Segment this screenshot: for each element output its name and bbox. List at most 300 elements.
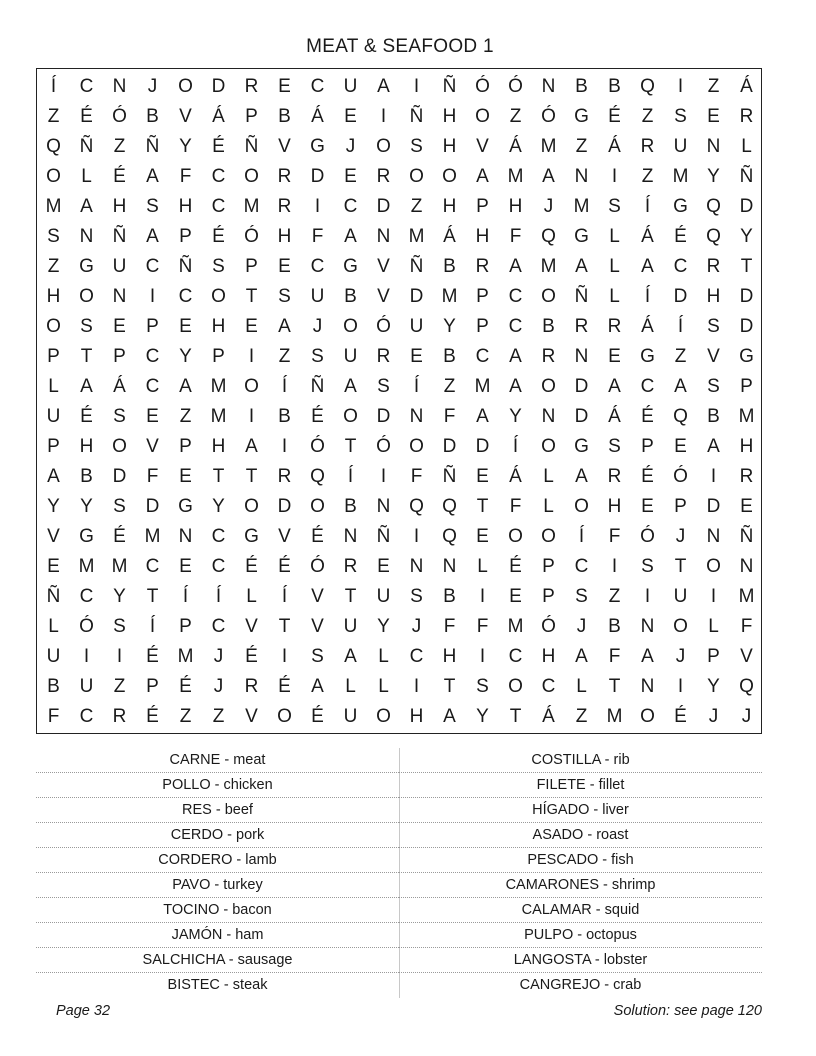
word-list-item: SALCHICHA - sausage — [36, 948, 399, 973]
grid-letter: R — [706, 256, 721, 277]
grid-letter: Ñ — [79, 136, 94, 157]
grid-letter: L — [345, 676, 356, 697]
grid-letter: M — [474, 376, 491, 397]
grid-letter: O — [343, 406, 358, 427]
grid-letter: A — [542, 166, 555, 187]
grid-letter: M — [738, 586, 755, 607]
grid-letter: Q — [310, 466, 325, 487]
grid-letter: N — [376, 496, 391, 517]
word-list-item: PULPO - octopus — [399, 923, 762, 948]
grid-letter: R — [343, 556, 358, 577]
grid-row — [37, 192, 761, 222]
grid-letter: D — [706, 496, 721, 517]
grid-letter: G — [244, 526, 259, 547]
grid-letter: Ó — [640, 526, 655, 547]
grid-letter: V — [311, 616, 324, 637]
grid-letter: A — [344, 226, 357, 247]
puzzle-title: MEAT & SEAFOOD 1 — [306, 36, 494, 57]
grid-letter: H — [178, 196, 193, 217]
grid-letter: R — [739, 466, 754, 487]
grid-letter: C — [79, 706, 94, 727]
word-list-item: CALAMAR - squid — [399, 898, 762, 923]
grid-letter: Q — [706, 226, 721, 247]
grid-letter: H — [46, 286, 61, 307]
grid-letter: Ñ — [739, 526, 754, 547]
grid-letter: M — [210, 376, 227, 397]
grid-letter: S — [113, 496, 126, 517]
grid-letter: H — [442, 196, 457, 217]
grid-letter: S — [641, 556, 654, 577]
grid-letter: É — [641, 406, 654, 427]
grid-letter: D — [739, 196, 754, 217]
grid-letter: Ñ — [739, 166, 754, 187]
grid-letter: M — [738, 406, 755, 427]
grid-letter: Y — [377, 616, 390, 637]
grid-letter: P — [113, 346, 126, 367]
word-list-item: BISTEC - steak — [167, 977, 268, 993]
grid-letter: S — [608, 196, 621, 217]
grid-letter: Q — [409, 496, 424, 517]
grid-letter: L — [48, 616, 59, 637]
grid-letter: M — [672, 166, 689, 187]
grid-letter: N — [343, 526, 358, 547]
grid-letter: G — [79, 526, 94, 547]
grid-letter: O — [409, 166, 424, 187]
grid-letter: M — [606, 706, 623, 727]
grid-letter: É — [674, 706, 687, 727]
grid-letter: M — [210, 406, 227, 427]
grid-letter: R — [475, 256, 490, 277]
grid-letter: Ñ — [112, 226, 127, 247]
grid-letter: H — [409, 706, 424, 727]
grid-letter: Ñ — [442, 466, 457, 487]
grid-letter: R — [574, 316, 589, 337]
grid-letter: O — [46, 316, 61, 337]
grid-letter: J — [411, 616, 422, 637]
grid-letter: E — [344, 166, 357, 187]
grid-letter: P — [740, 376, 753, 397]
grid-letter: Á — [608, 406, 621, 427]
grid-letter: I — [413, 76, 420, 97]
grid-letter: P — [179, 226, 192, 247]
grid-letter: Á — [509, 466, 522, 487]
grid-letter: O — [706, 556, 721, 577]
grid-letter: Á — [641, 316, 654, 337]
grid-letter: M — [573, 196, 590, 217]
grid-row — [37, 372, 761, 402]
grid-letter: D — [409, 286, 424, 307]
grid-letter: A — [245, 436, 258, 457]
grid-letter: B — [608, 76, 621, 97]
grid-letter: E — [377, 556, 390, 577]
grid-letter: É — [641, 466, 654, 487]
grid-letter: I — [413, 676, 420, 697]
grid-letter: O — [541, 376, 556, 397]
grid-letter: É — [80, 406, 93, 427]
grid-letter: Í — [347, 466, 354, 487]
word-list-item: PAVO - turkey — [36, 873, 399, 898]
grid-letter: A — [509, 346, 522, 367]
grid-letter: Á — [509, 136, 522, 157]
grid-letter: L — [48, 376, 59, 397]
grid-letter: O — [277, 706, 292, 727]
grid-letter: O — [541, 526, 556, 547]
grid-letter: A — [80, 196, 93, 217]
grid-letter: C — [475, 346, 490, 367]
grid-letter: Q — [442, 496, 457, 517]
grid-letter: C — [508, 316, 523, 337]
grid-letter: C — [508, 646, 523, 667]
grid-letter: U — [673, 586, 688, 607]
grid-letter: L — [708, 616, 719, 637]
grid-letter: Q — [706, 196, 721, 217]
grid-letter: É — [311, 406, 324, 427]
grid-letter: Ó — [79, 616, 94, 637]
grid-letter: P — [476, 286, 489, 307]
grid-letter: B — [47, 676, 60, 697]
grid-letter: I — [380, 106, 387, 127]
word-list-item: CERDO - pork — [36, 823, 399, 848]
grid-letter: Ó — [244, 226, 259, 247]
grid-letter: É — [608, 106, 621, 127]
grid-letter: T — [674, 556, 687, 577]
grid-letter: Z — [113, 136, 126, 157]
grid-letter: É — [311, 526, 324, 547]
grid-letter: E — [179, 316, 192, 337]
grid-letter: E — [674, 436, 687, 457]
grid-letter: É — [80, 106, 93, 127]
grid-letter: H — [442, 646, 457, 667]
grid-letter: S — [674, 106, 687, 127]
grid-letter: P — [542, 556, 555, 577]
grid-letter: I — [479, 646, 486, 667]
grid-letter: O — [673, 616, 688, 637]
grid-letter: G — [343, 256, 358, 277]
grid-letter: Í — [281, 376, 288, 397]
grid-letter: V — [377, 256, 390, 277]
grid-letter: F — [146, 466, 159, 487]
grid-letter: Z — [575, 706, 588, 727]
grid-letter: I — [677, 676, 684, 697]
grid-letter: Á — [542, 706, 555, 727]
grid-letter: A — [674, 376, 687, 397]
grid-letter: A — [179, 376, 192, 397]
grid-letter: S — [410, 136, 423, 157]
grid-letter: É — [212, 136, 225, 157]
grid-letter: Z — [608, 586, 621, 607]
grid-row — [37, 72, 761, 102]
grid-letter: R — [277, 196, 292, 217]
grid-letter: Ñ — [145, 136, 160, 157]
grid-letter: H — [211, 316, 226, 337]
grid-letter: R — [244, 676, 259, 697]
grid-letter: N — [640, 676, 655, 697]
grid-letter: Q — [640, 76, 655, 97]
grid-letter: V — [179, 106, 192, 127]
grid-letter: L — [378, 646, 389, 667]
grid-letter: O — [376, 706, 391, 727]
grid-letter: Í — [182, 586, 189, 607]
grid-letter: A — [509, 376, 522, 397]
grid-letter: I — [710, 586, 717, 607]
grid-letter: I — [479, 586, 486, 607]
grid-letter: O — [244, 166, 259, 187]
grid-letter: E — [641, 496, 654, 517]
grid-letter: H — [442, 106, 457, 127]
grid-letter: R — [112, 706, 127, 727]
grid-letter: S — [113, 616, 126, 637]
grid-letter: N — [112, 76, 127, 97]
grid-letter: Í — [644, 196, 651, 217]
grid-letter: V — [740, 646, 753, 667]
grid-letter: G — [574, 106, 589, 127]
grid-letter: S — [212, 256, 225, 277]
grid-row — [37, 432, 761, 462]
grid-letter: J — [543, 196, 554, 217]
grid-letter: Ñ — [442, 76, 457, 97]
grid-letter: C — [79, 76, 94, 97]
grid-row — [37, 612, 761, 642]
grid-letter: B — [146, 106, 159, 127]
grid-letter: T — [245, 286, 258, 307]
grid-letter: M — [540, 256, 557, 277]
grid-letter: O — [244, 496, 259, 517]
grid-letter: Á — [740, 76, 753, 97]
grid-letter: C — [145, 256, 160, 277]
grid-letter: B — [443, 586, 456, 607]
grid-row — [37, 162, 761, 192]
grid-letter: I — [677, 76, 684, 97]
grid-letter: A — [344, 646, 357, 667]
grid-letter: Y — [476, 706, 489, 727]
grid-letter: I — [248, 346, 255, 367]
grid-letter: U — [343, 76, 358, 97]
grid-letter: D — [211, 76, 226, 97]
grid-letter: D — [673, 286, 688, 307]
grid-letter: C — [343, 196, 358, 217]
grid-letter: C — [211, 526, 226, 547]
grid-letter: J — [213, 676, 224, 697]
grid-letter: G — [574, 226, 589, 247]
grid-letter: Q — [442, 526, 457, 547]
grid-letter: G — [673, 196, 688, 217]
grid-letter: D — [145, 496, 160, 517]
grid-letter: P — [476, 196, 489, 217]
grid-letter: O — [541, 436, 556, 457]
grid-letter: B — [542, 316, 555, 337]
grid-letter: L — [378, 676, 389, 697]
grid-letter: S — [575, 586, 588, 607]
grid-letter: E — [47, 556, 60, 577]
grid-letter: C — [145, 346, 160, 367]
grid-letter: C — [673, 256, 688, 277]
grid-letter: B — [575, 76, 588, 97]
grid-letter: T — [344, 586, 357, 607]
grid-row — [37, 702, 761, 732]
grid-letter: Y — [113, 586, 126, 607]
grid-letter: B — [608, 616, 621, 637]
grid-letter: F — [608, 526, 621, 547]
grid-letter: Y — [179, 346, 192, 367]
word-list-item: LANGOSTA - lobster — [399, 948, 762, 973]
grid-letter: H — [739, 436, 754, 457]
grid-letter: Á — [212, 106, 225, 127]
grid-letter: Í — [512, 436, 519, 457]
grid-letter: D — [442, 436, 457, 457]
grid-letter: B — [707, 406, 720, 427]
grid-row — [37, 582, 761, 612]
grid-letter: S — [608, 436, 621, 457]
grid-letter: S — [113, 406, 126, 427]
grid-letter: I — [413, 526, 420, 547]
grid-letter: H — [706, 286, 721, 307]
grid-letter: Ó — [508, 76, 523, 97]
grid-letter: F — [443, 616, 456, 637]
grid-letter: H — [112, 196, 127, 217]
grid-letter: Q — [673, 406, 688, 427]
grid-letter: A — [146, 226, 159, 247]
grid-letter: D — [376, 196, 391, 217]
grid-letter: Í — [677, 316, 684, 337]
grid-letter: O — [112, 436, 127, 457]
grid-letter: N — [541, 406, 556, 427]
grid-letter: N — [409, 556, 424, 577]
grid-letter: E — [476, 526, 489, 547]
grid-letter: N — [541, 76, 556, 97]
grid-letter: S — [278, 286, 291, 307]
grid-letter: T — [146, 586, 159, 607]
grid-letter: Z — [47, 106, 60, 127]
grid-letter: S — [410, 586, 423, 607]
grid-letter: A — [575, 646, 588, 667]
grid-letter: I — [380, 466, 387, 487]
grid-letter: J — [312, 316, 323, 337]
grid-letter: N — [640, 616, 655, 637]
grid-letter: T — [476, 496, 489, 517]
grid-letter: F — [443, 406, 456, 427]
grid-letter: Ó — [475, 76, 490, 97]
grid-letter: É — [245, 556, 258, 577]
grid-letter: U — [310, 286, 325, 307]
grid-row — [37, 642, 761, 672]
grid-letter: P — [674, 496, 687, 517]
grid-letter: P — [245, 106, 258, 127]
grid-letter: Ñ — [574, 286, 589, 307]
grid-letter: V — [146, 436, 159, 457]
grid-row — [37, 132, 761, 162]
grid-letter: A — [311, 676, 324, 697]
grid-letter: C — [574, 556, 589, 577]
grid-letter: F — [740, 616, 753, 637]
grid-letter: D — [376, 406, 391, 427]
grid-letter: U — [673, 136, 688, 157]
grid-letter: Ñ — [178, 256, 193, 277]
grid-letter: A — [278, 316, 291, 337]
grid-letter: Q — [541, 226, 556, 247]
grid-letter: R — [640, 136, 655, 157]
grid-letter: M — [177, 646, 194, 667]
grid-letter: A — [641, 256, 654, 277]
grid-letter: Í — [149, 616, 156, 637]
grid-letter: Y — [80, 496, 93, 517]
grid-letter: P — [179, 616, 192, 637]
grid-letter: É — [311, 706, 324, 727]
grid-letter: Z — [509, 106, 522, 127]
grid-letter: Á — [641, 226, 654, 247]
grid-letter: Z — [641, 106, 654, 127]
grid-letter: Y — [212, 496, 225, 517]
page-number: Page 32 — [56, 1003, 111, 1019]
grid-letter: P — [47, 436, 60, 457]
grid-letter: Y — [509, 406, 522, 427]
grid-letter: I — [281, 436, 288, 457]
grid-letter: H — [277, 226, 292, 247]
grid-letter: Q — [46, 136, 61, 157]
grid-letter: É — [278, 556, 291, 577]
grid-row — [37, 282, 761, 312]
grid-letter: R — [376, 346, 391, 367]
grid-letter: É — [245, 646, 258, 667]
grid-letter: I — [149, 286, 156, 307]
grid-letter: F — [608, 646, 621, 667]
grid-letter: O — [640, 706, 655, 727]
grid-letter: Á — [113, 376, 126, 397]
grid-letter: D — [475, 436, 490, 457]
grid-letter: U — [79, 676, 94, 697]
grid-letter: C — [640, 376, 655, 397]
grid-letter: J — [345, 136, 356, 157]
grid-letter: L — [81, 166, 92, 187]
grid-row — [37, 672, 761, 702]
grid-letter: O — [541, 286, 556, 307]
word-list-item: CORDERO - lamb — [36, 848, 399, 873]
grid-letter: Y — [707, 166, 720, 187]
grid-letter: Ñ — [46, 586, 61, 607]
grid-letter: S — [146, 196, 159, 217]
grid-letter: É — [113, 166, 126, 187]
grid-letter: C — [541, 676, 556, 697]
grid-letter: O — [376, 136, 391, 157]
grid-letter: P — [146, 316, 159, 337]
grid-letter: M — [540, 136, 557, 157]
grid-letter: C — [508, 286, 523, 307]
grid-row — [37, 252, 761, 282]
grid-letter: É — [146, 646, 159, 667]
grid-letter: U — [376, 586, 391, 607]
grid-letter: J — [741, 706, 752, 727]
grid-letter: D — [277, 496, 292, 517]
grid-letter: O — [244, 376, 259, 397]
grid-letter: R — [244, 76, 259, 97]
grid-letter: A — [509, 256, 522, 277]
grid-letter: Í — [644, 286, 651, 307]
grid-letter: L — [543, 496, 554, 517]
grid-letter: N — [409, 406, 424, 427]
word-list-item: CARNE - meat — [36, 748, 399, 773]
grid-letter: S — [377, 376, 390, 397]
grid-letter: Z — [575, 136, 588, 157]
grid-letter: D — [739, 316, 754, 337]
grid-letter: M — [111, 556, 128, 577]
grid-letter: L — [477, 556, 488, 577]
grid-letter: N — [574, 166, 589, 187]
grid-letter: F — [47, 706, 60, 727]
grid-letter: E — [740, 496, 753, 517]
grid-letter: Ñ — [409, 106, 424, 127]
grid-letter: I — [611, 556, 618, 577]
grid-letter: I — [281, 646, 288, 667]
grid-letter: V — [311, 586, 324, 607]
